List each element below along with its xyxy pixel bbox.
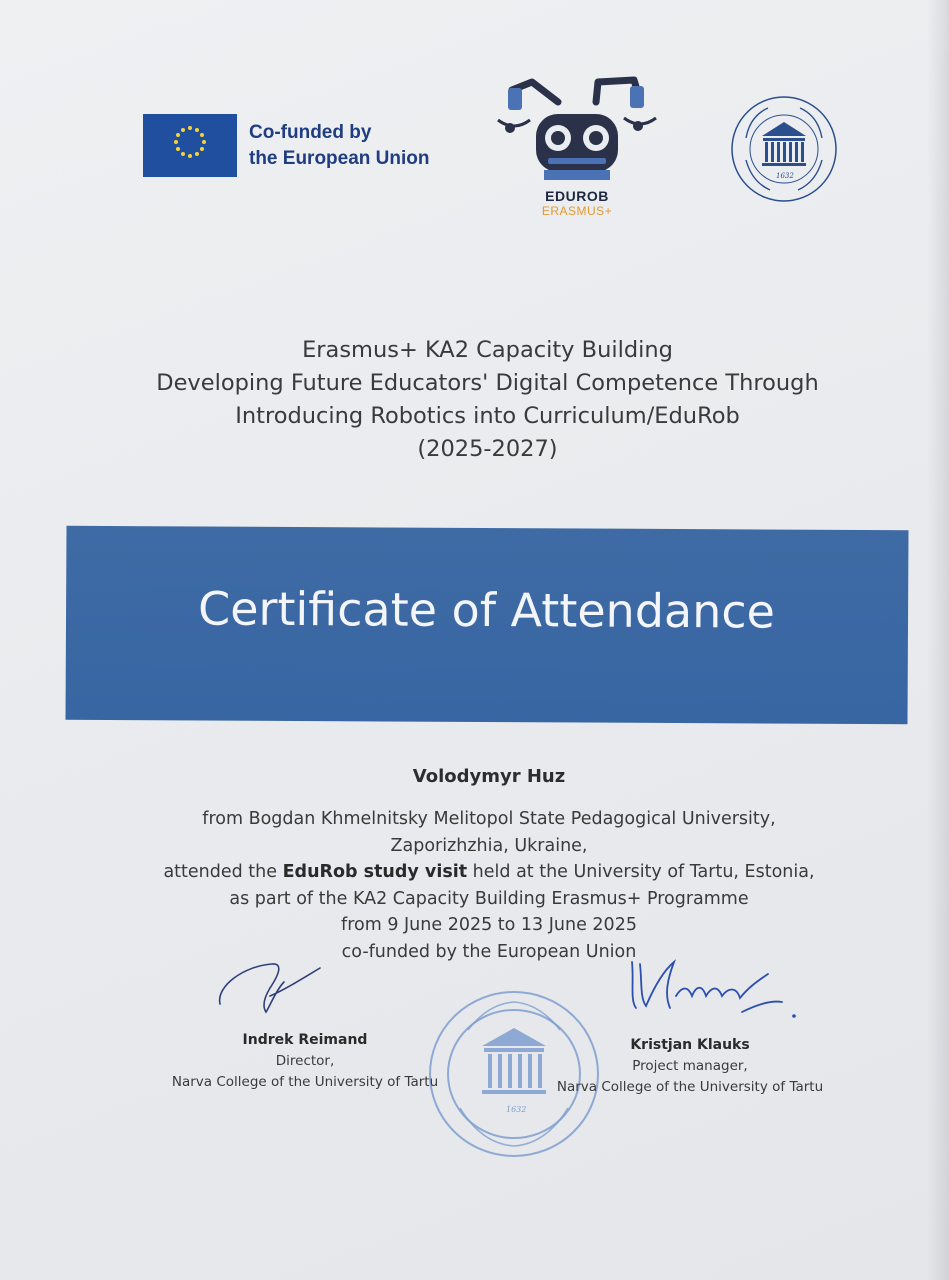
signatory-left-name: Indrek Reimand	[242, 1032, 368, 1048]
signatory-left-role: Director,	[275, 1053, 335, 1069]
eu-logo-line2: the European Union	[249, 147, 430, 169]
signatory-left-org: Narva College of the University of Tartu	[171, 1074, 439, 1090]
body-line-2: Zaporizhzhia, Ukraine,	[390, 835, 588, 856]
signatory-right-name: Kristjan Klauks	[630, 1037, 750, 1053]
study-visit-emphasis: EduRob study visit	[282, 862, 468, 882]
svg-text:1632: 1632	[776, 172, 794, 180]
body-line-1: from Bogdan Khmelnitsky Melitopol State Pedagogical University,	[202, 809, 776, 829]
certificate-title: Certificate of Attendance	[197, 581, 776, 639]
project-line-2: Developing Future Educators' Digital Competence Through	[156, 370, 819, 396]
body-line-6: co-funded by the European Union	[341, 941, 637, 962]
robot-arms-icon	[492, 72, 662, 192]
certificate-banner	[65, 526, 908, 724]
body-line-3	[0, 859, 949, 886]
paper-edge-shadow	[927, 0, 949, 1280]
university-of-tartu-seal	[726, 94, 842, 204]
edurob-logo	[492, 72, 662, 222]
recipient-name: Volodymyr Huz	[412, 766, 566, 787]
body-line-4: as part of the KA2 Capacity Building Erasmus+ Programme	[229, 888, 749, 909]
eu-flag-icon	[143, 114, 237, 177]
signatory-left	[160, 1030, 450, 1093]
project-line-4: (2025-2027)	[417, 436, 558, 462]
project-title	[0, 334, 949, 466]
eu-logo-text	[249, 120, 430, 172]
signature-right	[622, 952, 802, 1032]
project-line-3: Introducing Robotics into Curriculum/EduRob	[235, 403, 740, 429]
eu-cofunded-logo	[143, 114, 430, 177]
body-line-3-pre: attended the	[163, 862, 283, 882]
svg-text:1632: 1632	[506, 1105, 527, 1114]
signatory-right	[545, 1035, 835, 1098]
signatory-right-org: Narva College of the University of Tartu	[556, 1079, 824, 1095]
eu-logo-line1: Co-funded by	[249, 121, 372, 143]
signatory-right-role: Project manager,	[632, 1058, 748, 1074]
edurob-wordmark: EDUROB	[545, 188, 609, 204]
body-line-5: from 9 June 2025 to 13 June 2025	[341, 915, 637, 935]
project-line-1: Erasmus+ KA2 Capacity Building	[302, 337, 673, 363]
body-line-3-post: held at the University of Tartu, Estonia,	[467, 862, 815, 882]
erasmus-wordmark: ERASMUS+	[541, 204, 613, 218]
signature-left	[214, 946, 334, 1026]
certificate-body	[0, 806, 949, 965]
